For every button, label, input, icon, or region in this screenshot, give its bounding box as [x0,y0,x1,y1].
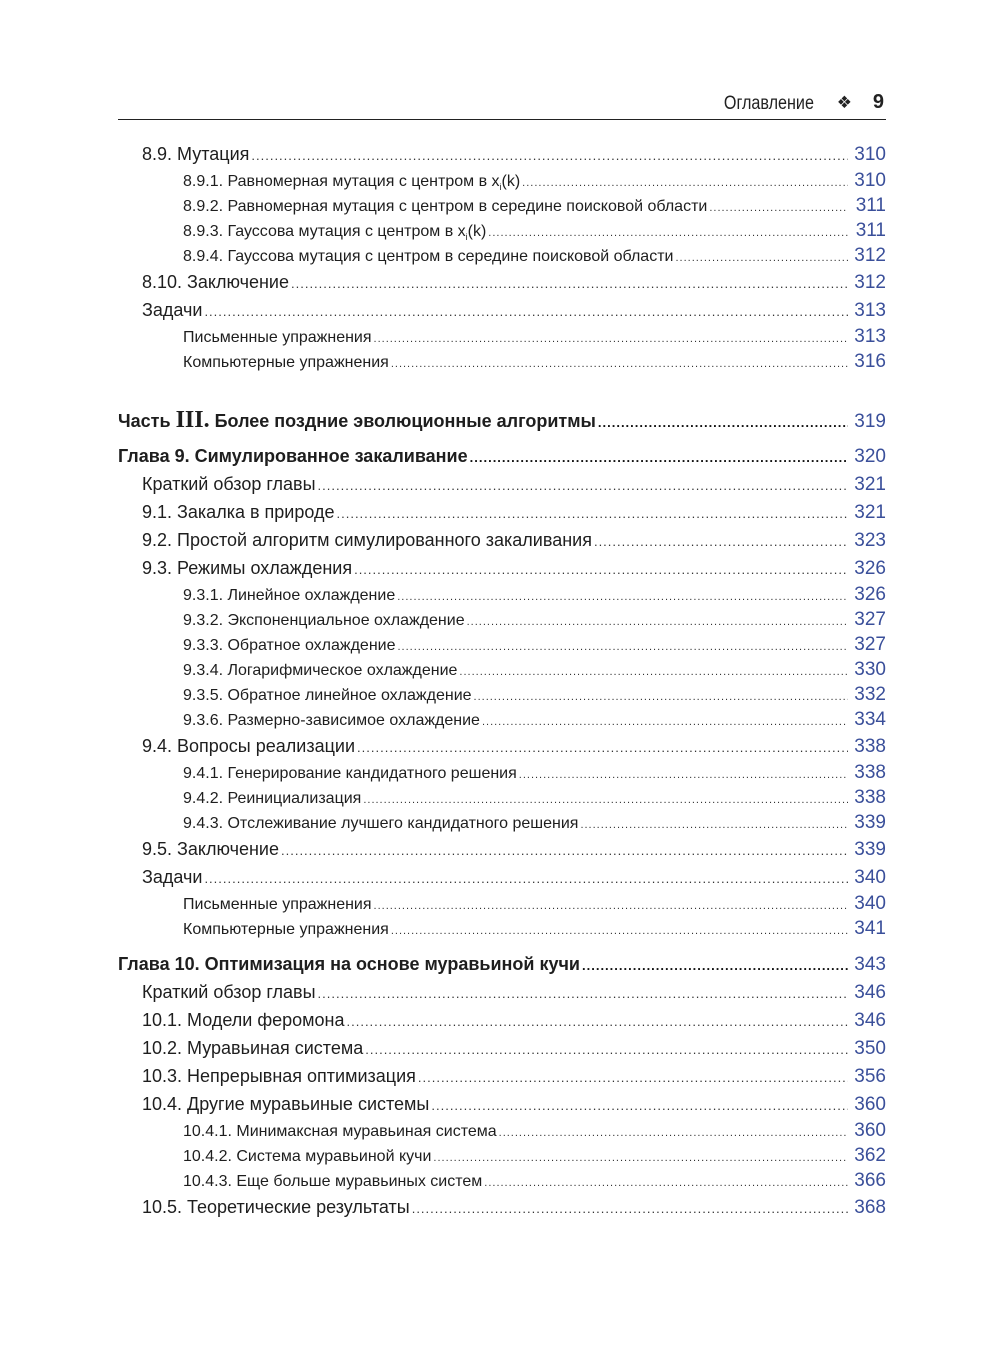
toc-entry[interactable] [118,812,886,834]
toc-entry[interactable] [118,272,886,294]
dot-leader [391,925,848,937]
toc-entry-page: 321 [854,474,886,495]
toc-entry-label: 9.4.2. Реинициализация [183,790,362,807]
toc-entry-label: 8.9.1. Равномерная мутация с центром в $x_i(k)$ [183,173,521,193]
toc-entry-label: 9.4.3. Отслеживание лучшего кандидатного решения [183,815,579,832]
toc-entry-page: 340 [854,893,886,914]
toc-entry[interactable] [118,839,886,861]
dot-leader [374,900,848,912]
ornament-icon: ❖ [836,93,852,112]
toc-entry[interactable] [118,220,886,242]
dot-leader [431,1098,848,1113]
header-title: Оглавление [723,93,814,114]
toc-entry-page: 323 [854,530,886,551]
toc-entry-page: 310 [854,170,886,191]
toc-entry-label: 9.3. Режимы охлаждения [142,558,353,578]
dot-leader [519,769,848,781]
toc-entry-page: 327 [854,609,886,630]
dot-leader [474,691,848,703]
toc-entry[interactable] [118,659,886,681]
toc-entry-page: 350 [854,1038,886,1059]
toc-entry-page: 362 [854,1145,886,1166]
dot-leader [709,202,848,214]
toc-entry-page: 366 [854,1170,886,1191]
toc-entry-page: 346 [854,1010,886,1031]
toc-entry[interactable] [118,709,886,731]
toc-entry[interactable] [118,326,886,348]
toc-entry[interactable] [118,787,886,809]
dot-leader [398,641,849,653]
toc-entry-label: 10.2. Муравьиная система [142,1038,364,1058]
toc-entry-label: 9.3.2. Экспоненциальное охлаждение [183,612,465,629]
toc-entry-label: 10.4. Другие муравьиные системы [142,1094,430,1114]
toc-entry[interactable] [118,1145,886,1167]
dot-leader [291,276,848,291]
toc-entry[interactable] [118,1170,886,1192]
dot-leader [522,177,848,189]
toc-entry-label: 8.9.4. Гауссова мутация с центром в середине поисковой области [183,248,674,265]
dot-leader [347,1014,849,1029]
toc-entry-page: 360 [854,1120,886,1141]
toc-entry[interactable] [118,1120,886,1142]
toc-entry-label: Компьютерные упражнения [183,354,389,371]
toc-entry-label: 9.3.1. Линейное охлаждение [183,587,396,604]
toc-entry-label: 10.1. Модели феромона [142,1010,345,1030]
part-heading[interactable] [118,407,886,434]
toc-entry-label: 8.9. Мутация [142,144,250,164]
toc-entry[interactable] [118,918,886,940]
toc-entry-page: 338 [854,787,886,808]
toc-entry-label: 9.3.6. Размерно-зависимое охлаждение [183,712,480,729]
dot-leader [318,986,848,1001]
toc-entry-label: 10.5. Теоретические результаты [142,1197,410,1217]
dot-leader [251,148,848,163]
dot-leader [281,843,848,858]
toc-entry[interactable] [118,1066,886,1088]
toc-entry[interactable] [118,474,886,496]
dot-leader [499,1127,848,1139]
toc-entry[interactable] [118,558,886,580]
toc-entry-page: 312 [854,272,886,293]
dot-leader [582,958,848,973]
toc-entry-label: Письменные упражнения [183,329,372,346]
toc-entry-page: 326 [854,584,886,605]
toc-entry-label: Краткий обзор главы [142,982,316,1002]
toc-entry-page: 320 [854,446,886,467]
toc-entry[interactable] [118,530,886,552]
toc-entry-label: 8.9.3. Гауссова мутация с центром в $x_i(k)$ [183,223,487,243]
toc-entry-page: 340 [854,867,886,888]
toc-entry-label: 8.9.2. Равномерная мутация с центром в середине поисковой области [183,198,708,215]
toc-entry[interactable] [118,867,886,889]
toc-entry-page: 346 [854,982,886,1003]
dot-leader [374,333,848,345]
toc-entry[interactable] [118,684,886,706]
dot-leader [418,1070,848,1085]
dot-leader [412,1201,848,1216]
toc-entry-page: 332 [854,684,886,705]
toc-entry[interactable] [118,584,886,606]
toc-entry-label: Глава 10. Оптимизация на основе муравьиной кучи [118,954,580,974]
toc-entry-label: 10.3. Непрерывная оптимизация [142,1066,416,1086]
dot-leader [318,478,848,493]
dot-leader [433,1152,848,1164]
toc-entry-label: 9.3.4. Логарифмическое охлаждение [183,662,458,679]
toc-entry-label: 8.10. Заключение [142,272,289,292]
toc-entry[interactable] [118,609,886,631]
dot-leader [484,1177,848,1189]
toc-entry-page: 343 [854,954,886,975]
dot-leader [354,562,848,577]
toc-entry-page: 360 [854,1094,886,1115]
toc-entry[interactable] [118,195,886,217]
toc-entry[interactable] [118,736,886,758]
dot-leader [365,1042,848,1057]
dot-leader [204,871,848,886]
toc-entry-label: 9.5. Заключение [142,839,279,859]
toc-entry[interactable] [118,351,886,373]
toc-entry-page: 313 [854,326,886,347]
dot-leader [363,794,848,806]
toc-entry-page: 319 [854,411,886,432]
toc-entry-page: 339 [854,812,886,833]
dot-leader [337,506,849,521]
dot-leader [594,534,848,549]
toc-entry[interactable] [118,144,886,166]
toc-entry-label: 9.4.1. Генерирование кандидатного решения [183,765,517,782]
toc-entry-page: 312 [854,245,886,266]
page-number: 9 [872,91,884,113]
toc-entry-page: 313 [854,300,886,321]
toc-entry-page: 338 [854,736,886,757]
toc-entry[interactable] [118,1094,886,1116]
toc-entry[interactable] [118,1197,886,1219]
toc-entry[interactable] [118,502,886,524]
dot-leader [357,740,848,755]
toc-entry[interactable] [118,1038,886,1060]
dot-leader [204,304,848,319]
toc-entry-label: 10.4.2. Система муравьиной кучи [183,1148,432,1165]
toc-entry-page: 341 [854,918,886,939]
toc-entry[interactable] [118,982,886,1004]
toc-entry-label: 9.3.5. Обратное линейное охлаждение [183,687,472,704]
dot-leader [598,415,848,430]
toc-entry-label: 10.4.1. Минимаксная муравьиная система [183,1123,497,1140]
toc-entry[interactable] [118,245,886,267]
dot-leader [459,666,848,678]
toc-entry-page: 339 [854,839,886,860]
toc-entry-page: 368 [854,1197,886,1218]
toc-entry-label: Компьютерные упражнения [183,921,389,938]
running-header [118,88,886,120]
toc-entry-label: Краткий обзор главы [142,474,316,494]
toc-entry-label: Часть III. Более поздние эволюционные алгоритмы [118,407,596,433]
toc-entry-page: 338 [854,762,886,783]
dot-leader [391,358,848,370]
toc-entry-page: 321 [854,502,886,523]
dot-leader [482,716,848,728]
toc-entry-label: 10.4.3. Еще больше муравьиных систем [183,1173,483,1190]
toc-entry[interactable] [118,762,886,784]
toc-entry-page: 327 [854,634,886,655]
chapter-heading[interactable] [118,954,886,976]
toc-entry-page: 330 [854,659,886,680]
toc-entry[interactable] [118,893,886,915]
toc-entry-label: Глава 9. Симулированное закаливание [118,446,468,466]
dot-leader [488,227,848,239]
toc-entry-label: Задачи [142,300,203,320]
toc-entry-label: 9.2. Простой алгоритм симулированного закаливания [142,530,592,550]
toc-entry-page: 316 [854,351,886,372]
toc-entry-label: 9.1. Закалка в природе [142,502,335,522]
dot-leader [580,819,848,831]
toc-entry-page: 311 [855,220,886,241]
toc-entry[interactable] [118,300,886,322]
part-numeral: III. [175,407,210,433]
toc-entry-label: Письменные упражнения [183,896,372,913]
toc-entry-page: 356 [854,1066,886,1087]
toc-entry-label: 9.3.3. Обратное охлаждение [183,637,396,654]
toc-entry-label: 9.4. Вопросы реализации [142,736,356,756]
toc-entry-page: 311 [855,195,886,216]
toc-entry-page: 326 [854,558,886,579]
chapter-heading[interactable] [118,446,886,468]
dot-leader [470,450,848,465]
toc-entry[interactable] [118,634,886,656]
toc-entry[interactable] [118,1010,886,1032]
dot-leader [467,616,848,628]
toc-entry-page: 310 [854,144,886,165]
toc-entry-page: 334 [854,709,886,730]
toc-entry-label: Задачи [142,867,203,887]
dot-leader [397,591,848,603]
toc-entry[interactable] [118,170,886,192]
dot-leader [675,252,848,264]
